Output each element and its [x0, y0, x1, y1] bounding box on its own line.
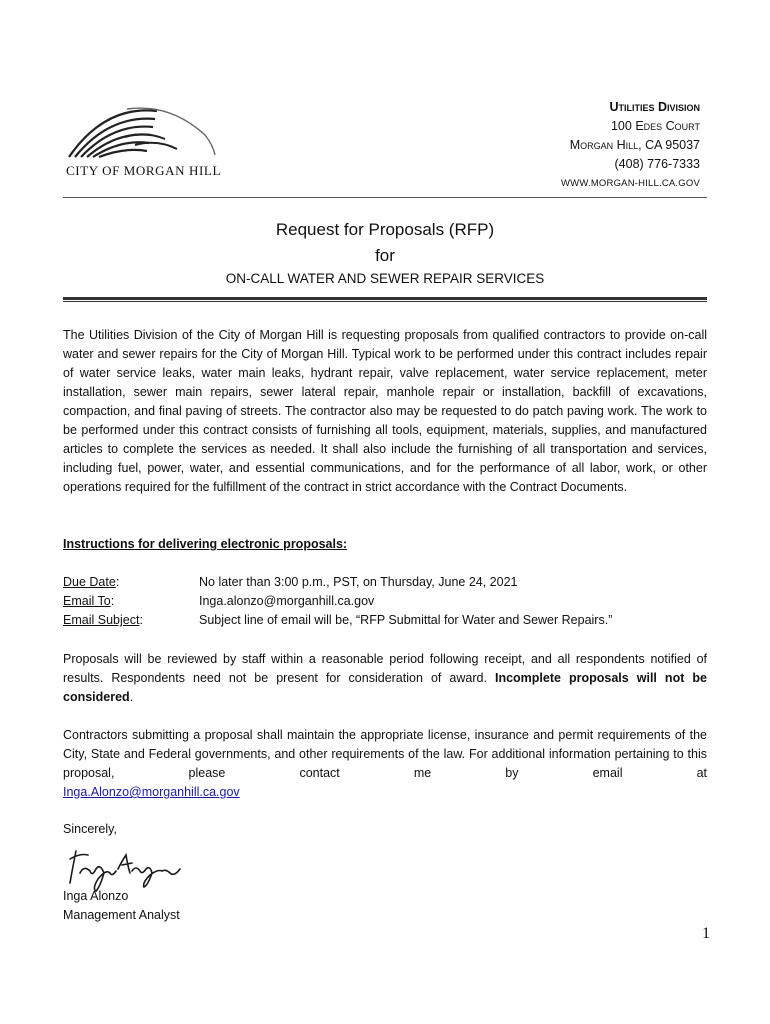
- signature-image: [66, 843, 186, 893]
- rfp-title-for: for: [375, 246, 395, 265]
- review-paragraph: Proposals will be reviewed by staff within a reasonable period following receipt, and all respondents notified of results. Respondents need not be present for consideration of award. Incomplete proposals will not be considered.: [63, 652, 707, 704]
- division-name: Utilities Division: [609, 100, 700, 114]
- due-date-value: No later than 3:00 p.m., PST, on Thursday, June 24, 2021: [199, 575, 518, 589]
- logo-text: CITY OF MORGAN HILL: [66, 163, 221, 178]
- email-to-label: Email To: [63, 594, 111, 608]
- contact-email-link[interactable]: Inga.Alonzo@morganhill.ca.gov: [63, 785, 240, 799]
- intro-paragraph: The Utilities Division of the City of Morgan Hill is requesting proposals from qualified contractors to provide on-call water and sewer repairs for the City of Morgan Hill. Typical work to be performed under this contract includes repair of water service leaks, water main leaks, hydrant repair, valve replacement, water service replacement, meter installation, sewer main repairs, sewer lateral repair, manhole repair or installation, backfill of excavations, compaction, and final paving of streets. The contractor also may be requested to do patch paving work. The work to be performed under this contract consists of furnishing all tools, equipment, materials, supplies, and manufactured articles to complete the services as needed. It shall also include the furnishing of all transportation and services, including fuel, power, water, and essential communications, and for the performance of all labor, work, or other operations required for the fulfillment of the contract in strict accordance with the Contract Documents.: [63, 328, 707, 494]
- due-date-row: Due Date: No later than 3:00 p.m., PST, on Thursday, June 24, 2021: [63, 575, 518, 589]
- signer-position: Management Analyst: [63, 908, 180, 922]
- header-divider: [63, 197, 707, 198]
- title-divider: [63, 297, 707, 302]
- email-to-value: Inga.alonzo@morganhill.ca.gov: [199, 594, 375, 608]
- email-subject-value: Subject line of email will be, “RFP Submittal for Water and Sewer Repairs.”: [199, 613, 613, 627]
- letterhead-address: [561, 98, 700, 193]
- incomplete-warning: Incomplete proposals will not be considered: [63, 671, 707, 704]
- contact-email-row: [63, 783, 240, 802]
- city-state-zip: Morgan Hill, CA 95037: [569, 138, 700, 152]
- website: WWW.MORGAN-HILL.CA.GOV: [561, 178, 700, 189]
- review-text: Proposals will be reviewed by staff within a reasonable period following receipt, and all respondents notified of results. Respondents need not be present for consideration of award.: [63, 652, 707, 685]
- phone-number: (408) 776-7333: [614, 157, 700, 171]
- due-date-label: Due Date: [63, 575, 116, 589]
- email-subject-label: Email Subject: [63, 613, 140, 627]
- contractors-paragraph: Contractors submitting a proposal shall maintain the appropriate license, insurance and permit requirements of the City, State and Federal governments, and other requirements of the law. For additional information pertaining to this proposal, please contact me by email at: [63, 728, 707, 780]
- rfp-subject: ON-CALL WATER AND SEWER REPAIR SERVICES: [225, 271, 545, 286]
- instructions-heading: Instructions for delivering electronic proposals:: [63, 537, 348, 551]
- salutation: Sincerely,: [63, 822, 117, 836]
- email-subject-row: Email Subject: Subject line of email will be, “RFP Submittal for Water and Sewer Repairs.”: [63, 613, 613, 627]
- street-address: 100 Edes Court: [610, 119, 700, 133]
- page-number: 1: [702, 925, 710, 942]
- rfp-title: Request for Proposals (RFP): [275, 220, 495, 239]
- email-to-row: Email To: Inga.alonzo@morganhill.ca.gov: [63, 594, 375, 608]
- signer-name: Inga Alonzo: [63, 889, 129, 903]
